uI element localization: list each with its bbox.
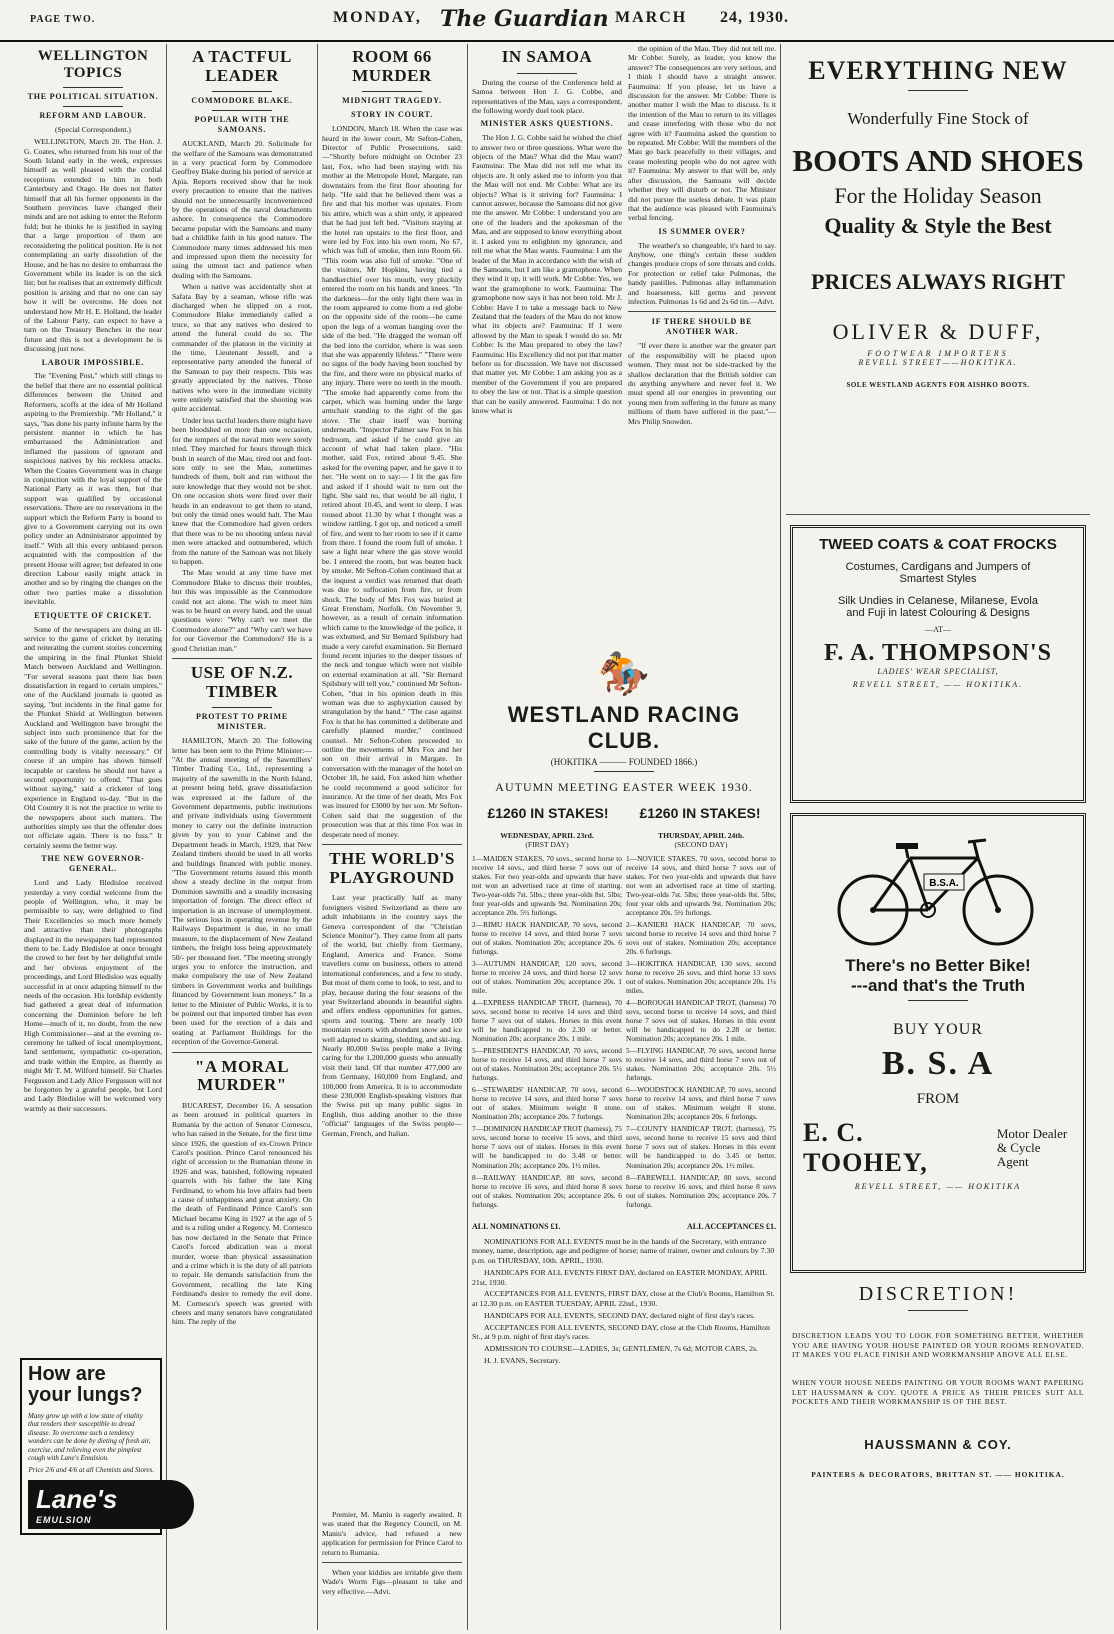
article-subhead: LABOUR IMPOSSIBLE. (41, 357, 145, 367)
day1-heading: WEDNESDAY, APRIL 23rd. (500, 831, 594, 840)
dealer-type-line2: & Cycle Agent (996, 1139, 1041, 1170)
divider (63, 87, 123, 88)
article-continuation (322, 1510, 462, 1598)
article-paragraph: WELLINGTON, March 20. The Hon. J. G. Coates, who returned from his tour of the South Island early in the week, expresses himself as well pleased with the cordial receptions extended to him in both Canterbury and Otago. He does not flatter himself that all his former opponents in the Southern provinces have changed their minds and are not asking to enter the Reform fold; but he thinks he is justified in saying that a large proportion of them are reconsidering the political position. He is not contemplating an early dissolution of the House, and he has no desire to embarrass the Government while its leader is on the sick list; but he realises that an extremely difficult position is arising and that no one can say how it will be overcome. He does not understand how Mr H. E. Holland, the leader of the Labour Party, can expect to have a turn on the Treasury Benches in the near future and this is not a development he is discussing just now. (24, 137, 162, 354)
newspaper-title: The Guardian (440, 6, 609, 32)
article-subhead: PROTEST TO PRIME MINISTER. (196, 712, 288, 732)
column-rule (780, 44, 781, 1630)
article-paragraph: Some of the newspapers are doing an ill-service to the game of cricket by iterating and reiterating the current stories concerning the umpiring in the final Plunket Shield Match between Auckland and Wellington. "For several seasons past there has been dissatisfaction in regard to certain umpires," one of the Auckland journals is quoted as saying, "but incidents in the final game for the Plunket Shield at Wellington between Auckland and Wellington have brought the subject into such prominence that for the sake of the future of the game, action by the controlling body is vitally necessary." Of course if an umpire has shown himself incapable or careless he should not have a second opportunity to offend. "That goes without saying," said a cricketer of long experience in England to-day. "But in the Old Country it is not the practice to write to the newspapers about such matters. The authorities simply see that the offender does not officiate again. There is no fuss." It certainly seems the better way. (24, 624, 162, 850)
divider (172, 1052, 312, 1053)
ad-text: BUY YOUR (893, 1021, 983, 1038)
race-event: 1—MAIDEN STAKES, 70 sovs., second horse to receive 14 sovs., and third horse 7 sovs out of stakes. For two year-olds and upwards that have not won an advertised race at time of starting. Two-year-olds 7st. 5lbs.; three year-olds 8st. 5lbs; four year-olds and upwards 9st. Nomination 20s; acceptance 20s. 5½ furlongs. (472, 853, 622, 917)
race-event: 1—NOVICE STAKES, 70 sovs, second horse to receive 14 sovs, and third horse 7 sovs out of stakes. For two year-olds and upwards that have not won an advertised race at time of starting. Two-year-olds 7st. 5lbs; three year-olds 8st. 5lbs; four year olds and upwards 9st. Nomination 20s; acceptance 20s. 5½ furlongs. (626, 853, 776, 917)
masthead-month: MARCH (615, 9, 688, 26)
ad-address: REVELL STREET, —— HOKITIKA (854, 1182, 1022, 1191)
divider (517, 73, 577, 74)
dealer-type-line1: Motor Dealer (996, 1125, 1068, 1141)
ad-company: E. C. TOOHEY, (803, 1118, 928, 1177)
race-note: ACCEPTANCES FOR ALL EVENTS, FIRST DAY, close at the Club's Rooms, Hamilton St. at 12.30 p.m. on EASTER TUESDAY, APRIL 22nd., 1930. (472, 1289, 775, 1309)
divider (362, 91, 422, 92)
column-rule (166, 44, 167, 1630)
byline: (Special Correspondent.) (55, 124, 131, 134)
ad-company: HAUSSMANN & COY. (864, 1436, 1012, 1452)
article-title: USE OF N.Z. TIMBER (190, 663, 294, 701)
ad-headline: How are your lungs? (28, 1363, 143, 1406)
article-paragraph: Under less tactful leaders there might have been bloodshed on more than one occasion, for the tempers of the naval men were sorely tried. They marched for hours through thick bush in search of the Mau, tired out and foot-sore only to see the Mau, sometimes hundreds of them, bolt and run without the sure knowledge that they would not be shot. On one occasion shots were fired over their heads in an endeavour to get them to stand, but only the timid ones would halt. The Mau knew that the Commodore had given orders that there was to be no shooting unless naval men were attacked and outnumbered, which from the nature of the Samoan was not likely to happen. (172, 415, 312, 566)
article-paragraph: "If ever there is another war the greater part of the responsibility will be placed upon women. They must not be side-tracked by the shallow declaration that the British soldier can do anything anywhere and never feel it. We must spend all our energies in preventing our young men from suffering in the future as many millions of them have suffered in the past."—Mrs Philip Snowden. (628, 341, 776, 426)
race-event: 2—KANIERI HACK HANDICAP, 70 sovs, second horse to receive 14 sovs and third horse 7 sovs out of stakes. Nomination 20s; acceptance 20s. 6 furlongs. (626, 919, 776, 956)
race-event: 4—BOROUGH HANDICAP TROT, (harness) 70 sovs, second horse to receive 14 sovs, and third horse 7 sovs out of stakes. Horses in this event will be handicapped to do 2.28 or better. Nomination 20s; acceptance 20s. 1 mile. (626, 997, 776, 1044)
dealer-type (997, 1127, 1073, 1170)
ad-text: and Fuji in latest Colouring & Designs (846, 607, 1030, 619)
ad-text: —AT— (925, 625, 951, 634)
bicycle-icon (828, 828, 1048, 948)
article-paragraph: the opinion of the Mau. They did not tell me. Mr Cobbe: Surely, as leader, you know the answer? The consequences are very serious, and I think I should have a straight answer. Faumuina: If you please, let us have a discussion for the answer. Mr Cobbe: There is another matter I wish the Mau to discuss. Is it the intention of the Mau to return to its villages and cease interfering with those who do not agree with it? Faumuina asked the question to be repeated. Mr Cobbe: Will the members of the Mau go back peacefully to their villages, and cease molesting people who do not agree with it? Faumuina: My answer to that will be, only after discussion, the Samoans will decide whether they will disturb or not. The Minister did not pursue the useless debate. It was plain that the audience was pleased with Faumuina's verbal fencing. (628, 44, 776, 223)
article-paragraph: BUCAREST, December 16. A sensation as been aroused in political quarters in Rumania by the action of Senator Cornescu, who has raised in the Senate, for the first time since 1926, the question of ex-Crown Prince Carol's position. Prince Carol renounced his right of accession to the Rumanian throne in 1926 and was, banished, following repeated quarrels with his father the late King Ferdinand, to whom his love affairs had been a cause of unhappiness and great anxiety. On the death of Ferdinand Prince Carol's son Michael became King in 1927 at the age of 5 and is a ruling under a Regency. M. Cornescu has now declared in the Senate that Prince Carol's forced abdication was a moral murder, worse than physical assassination and a crime which it is the duty of all patriots to repair. He demands satisfaction from the Government, recalling the late King Ferdinand's desire to remedy the evil done. M. Cornescu's speech was greeted with cheers and many senators have congratulated him. The reply of the (172, 1101, 312, 1327)
article-paragraph: The Hon J. G. Cobbe said he wished the chief to answer two or three questions. What were the objects of the Mau? What did the Mau want? Faumuina: The Mau did not tell me what its objects are. It only asked me to inform you that the Mau will not end. Mr Cobbe: What are its objects? What is it striving for? Faumuina: I cannot answer, because the Samoans did not give me the answer. Mr Cobbe: I understand you are one of the leaders and the spokesman of the Mau, and are supposed to know everything about it. I asked you to enlighten my ignorance, and tell me what the Mau wants. Faumuina: I am the leader of the Mau in accordance with the wish of the Samoans, but I am like a gramophone. When they wind it up, it will work. Mr Cobbe: Yes, we want the gramophone to work. Faumuina: The gramophone now says it has not been told. Mr J. Cobbe: Have I to take a message back to New Zealand that the leaders of the Mau do not know what its objects are? Faumuina: If I were allowed by the Man to speak I would do so. Mr Cobbe: Is the Mau prepared to obey the law? Faumuina: His Excellency did not put that matter before us for discussion. We have not discussed that matter yet. Mr Cobbe: I am asking you as a member of the Government if you are prepared to obey the law or not. That is a simple question that can be easily answered. Faumuina: I do not know what is (472, 133, 622, 415)
divider (322, 1562, 462, 1563)
divider (212, 707, 272, 708)
ad-brand: B. S. A (881, 1045, 995, 1082)
ad-company: F. A. THOMPSON'S (823, 640, 1053, 666)
article-paragraph: LONDON, March 18. When the case was heard in the lower court, Mr Sefton-Cohen, Director of Public Prosecutions, said:—"Shortly before midnight on October 23 last, Fox, who had been staying with his mother at the Metropole Hotel, Margate, ran downstairs from the first floor shouting for help. "He said that he believed there was a fire and that his mother was upstairs. From his attire, which was a shirt only, it appeared that he had just left bed. "Visitors staying at the hotel ran upstairs to the first floor, and were led by Fox into his own room, No 67, which was full of smoke, then into Room 66. "This room was also full of smoke. "One of the visitors, Mr Hopkins, having tied a handkerchief over his mouth, very pluckily entered the room on his hands and knees. "In the darkness—for the only light there was in the room appeared to come from a red globe on the opposite side of the room—he came upon the legs of a woman hanging over the side of the bed. "He dragged the woman off the bed into the corridor, where is was seen that she was apparently lifeless." "There were no signs of the body having been touched by the fire, and there were no physical marks of any injury. There were no teeth in the mouth. "The smoke had apparently come from the carpet, which was burning under the large armchair standing to the right of the gas stove. The chair itself was burning underneath. "Inspector Palmer saw Fox in his bedroom, and asked if he could give an account of what had taken place. "His mother, said Fox, retired about 9.45. She asked for the evening paper, and he gave it to her. "He went on to say:— I lit the gas fire and asked if I should wait to turn out the light. She said no, that would be all right, I retired about 10.45, and went to sleep. I was roused about 11.30 by what I thought was a window rattling. I got up, and noticed a smell of fire, and went to her room to see if it came from there. I found the room full of smoke. I saw a light near where the gas stove would be. I entered the room, but was beaten back by smoke. Mr Sefton-Cohen continued that at the inquest a verdict was returned that death was due to suffocation from fire, or from shock. The body of Mrs Fox was buried at Great Frensham, Norfolk. On November 9, however, as a result of certain information which came to the knowledge of the police, it was exhumed, and Sir Bernard Spilsbury had made a very careful examination. Sir Bernard found recent injuries to the deeper tissues of the neck and tongue which were not visible on external examination at all. "Sir Bernard Spilsbury will tell you," continued Mr Sefton-Cohen, "that in his opinion death in this woman was due to asphyxiation caused by strangulation by the hand." "The case against Fox is that he has committed a deliberate and carefully planned murder," continued counsel. Mr Sefton-Cohen proceeded to outline the movements of Mrs Fox and her son on their arrival in Margate. In conversation with the manager of the hotel on October 18, he said, Fox asked him whether he could recommend a good solicitor for insurance. At the time of her death, Mrs Fox was insured for £3000 by her son. Mr Sefton-Cohen said that the suggestion of the prosecution was that at this time Fox was in desperate need of money. (322, 124, 462, 839)
day2-events (626, 831, 776, 1212)
race-event: 3—AUTUMN HANDICAP, 120 sovs, second horse to receive 24 sovs, and third horse 12 sovs out of stakes. Nomination 20s; acceptance 20s. 1 mile. (472, 958, 622, 995)
race-note: NOMINATIONS FOR ALL EVENTS must be in the hands of the Secretary, with entrance money, name, description, age and pedigree of horse; name of trainer, owner and colours by 7.30 p.m. on THURSDAY, 10th. APRIL, 1930. (472, 1236, 775, 1266)
ad-headline: BOOTS AND SHOES (792, 143, 1084, 178)
divider (908, 90, 968, 91)
brand-logo (28, 1480, 194, 1529)
article-subhead: POPULAR WITH THE SAMOANS. (194, 115, 290, 135)
race-event: 5—FLYING HANDICAP, 70 sovs, second horse to receive 14 sovs, and third horse 7 sovs out of stakes. Nomination 20s; acceptance 20s. 5½ furlongs. (626, 1046, 776, 1083)
article-subhead: IS SUMMER OVER? (658, 226, 746, 236)
ad-address: REVELL STREET, —— HOKITIKA. (852, 680, 1024, 689)
ad-price: Price 2/6 and 4/6 at all Chemists and Stores. (28, 1466, 154, 1475)
ad-text: For the Holiday Season (834, 183, 1042, 208)
stakes-left: £1260 IN STAKES! (487, 805, 609, 821)
advert-paragraph: When your kiddies are irritable give them Wade's Worm Figs—pleasant to take and very effective.—Advt. (322, 1568, 462, 1596)
race-event: 3—HOKITIKA HANDICAP, 130 sovs, second horse to receive 26 sovs, and third horse 13 sovs out of stakes. Nomination 20s; acceptance 20s. 1¼ miles. (626, 958, 776, 995)
right-ads-column (786, 44, 1090, 1630)
article-title: WELLINGTON TOPICS (37, 48, 149, 81)
ad-text: Quality & Style the Best (824, 213, 1052, 238)
article-paragraph: The Mau would at any time have met Commodore Blake to discuss their troubles, but this was impossible as the Commodore could not act alone. The wish to meet him was to be heard on every hand, and the usual questions were: "Why can't we meet the Commodore alone?" and "Why can't we have for our Governor the Commodore? He is a good Christian man." (172, 568, 312, 653)
article-subhead: COMMODORE BLAKE. (191, 96, 293, 106)
masthead-day: MONDAY, (333, 9, 422, 26)
column-in-samoa (472, 44, 622, 644)
racing-meeting: AUTUMN MEETING EASTER WEEK 1930. (495, 780, 753, 794)
column-in-samoa-cont (628, 44, 776, 644)
column-rule (317, 44, 318, 1630)
divider (322, 844, 462, 845)
ad-headline: EVERYTHING NEW (808, 56, 1068, 85)
divider (908, 1000, 968, 1001)
divider (908, 1310, 968, 1311)
race-note: H. J. EVANS, Secretary. (484, 1355, 561, 1365)
racehorse-icon: 🏇 (597, 652, 651, 698)
article-title: IN SAMOA (501, 47, 593, 66)
ad-text: Silk Undies in Celanese, Milanese, Evola (838, 595, 1038, 607)
ad-body: Many grow up with a low state of vitality that renders their susceptible to dread disease. To overcome such a tendency wonders can be done by dieting of fresh air, exercise, and relieving even the pimplest cough with Lane's Emulsion. (28, 1412, 151, 1462)
article-title: ROOM 66 MURDER (352, 47, 432, 85)
race-event: 2—RIMU HACK HANDICAP, 70 sovs, second horse to receive 14 sovs, and third horse 7 sovs out of stakes. Nomination 20s; acceptance 20s. 6 furlongs. (472, 919, 622, 956)
divider (172, 658, 312, 659)
masthead-date: 24, 1930. (720, 9, 789, 26)
ad-text: FROM (916, 1091, 960, 1107)
article-paragraph: Last year practically half as many foreigners visited Switzerland as there are adult inhabitants in the country says the Geneva correspondent of the "Christian Science Monitor"). They came from all parts of the world, but chiefly from Germany, England, America and France. Some travellers come on business, others to attend international conferences, and a few to study. But most of them come to look, to rest, and to play, because during the four seasons of the year Switzerland abounds in beautiful sights and offers endless opportunities for games, sports and touring. There are nearly 100 mountain resorts with abundant snow and ice well adapted to skating, sledding, and ski-ing. Nearly 80,000 Swiss people make a living caring for the 1,200,000 guests who annually visit their land. Of that number 477,000 are from Germany, 160,000 from England, and 100,000 from America. It is to accommodate these 230,000 English-speaking visitors that the Swiss put up many public signs in English, thus adding another to the three "official" languages of the Swiss people—German, French, and Italian. (322, 893, 462, 1138)
ad-haussmann (786, 1283, 1090, 1630)
race-event: 4—EXPRESS HANDICAP TROT, (harness), 70 sovs, second horse to receive 14 sovs and third horse 7 sovs out of stakes. Horses in this event will be handicapped to do 2.30 or better. Nomination 20s; acceptance 20s. 1 mile. (472, 997, 622, 1044)
column-room-66-murder (322, 44, 462, 1630)
article-paragraph: When a native was accidentally shot at Safata Bay by a seaman, whose rifle was discharged when he slipped on a root, Commodore Blake immediately called a truce, so that any natives who desired to attend the funeral could do so. The commander of the platoon in the vicinity at the time, Lieutenant Jessell, and a representative party attended the funeral of the Samoan to pay their respects. This was greatly appreciated by the natives. Those natives who were in the immediate vicinity were entirely satisfied that the shooting was quite accidental. (172, 282, 312, 414)
divider (212, 110, 272, 111)
article-title: A TACTFUL LEADER (192, 47, 292, 85)
article-subhead: ETIQUETTE OF CRICKET. (34, 610, 152, 620)
stakes-right: £1260 IN STAKES! (639, 805, 761, 821)
ad-headline: PRICES ALWAYS RIGHT (811, 269, 1065, 294)
ad-text: Costumes, Cardigans and Jumpers of (845, 561, 1031, 573)
day2-subheading: (SECOND DAY) (674, 840, 728, 850)
article-subhead: MIDNIGHT TRAGEDY. (342, 96, 442, 106)
ad-headline: TWEED COATS & COAT FROCKS (819, 536, 1057, 553)
brand-name: Lane's (36, 1484, 118, 1515)
ad-text: Smartest Styles (899, 573, 977, 585)
bsa-frame-badge: B.S.A. (929, 878, 959, 889)
article-paragraph: HAMILTON, March 20. The following letter has been sent to the Prime Minister:— "At the annual meeting of the Sawmillers' Timber Trading Co., Ltd., representing a majority of the sawmills in the North Island, at present being held, grave dissatisfaction was expressed at the failure of the Government departments, public institutions and private individuals using Government money to carry out the definite instruction given by you to your Cabinet and the Department heads in March, 1929, that New Zealand timbers should be used in all works and buildings financed with public money. "The Government returns issued this month show a steady decline in the output from Dominion sawmills and a steadily increasing importation of foreign. The direct effect of importation is an increase of unemployment. The serious loss in operating revenue by the Railways Department is due, in no small measure, to the displacement of New Zealand timbers, the freight loss being approximately 50/- per thousand feet. "The meeting strongly urges you to enforce the instruction, and make compulsory the use of New Zealand timbers in Government works and buildings financed by Government loan moneys." In a letter to the Minister of Public Works, it is to be pointed out that imported timber has even been used for the erection of a dais and seating at Parliament Buildings for the reception of the Governor-General. (172, 736, 312, 1047)
race-event: 7—COUNTY HANDICAP TROT, (harness), 75 sovs, second horse to receive 15 sovs and third horse 7 sovs out of stakes. Horses in this event will be handicapped to do 3.45 or better. Nomination 20s; acceptance 20s. 1½ miles. (626, 1124, 776, 1170)
ad-text: Wonderfully Fine Stock of (847, 109, 1029, 128)
article-subhead: STORY IN COURT. (351, 110, 433, 120)
ad-address: PAINTERS & DECORATORS, BRITTAN ST. —— HOKITIKA. (811, 1469, 1065, 1479)
article-paragraph: Premier, M. Maniu is eagerly awaited. It was stated that the Regency Council, on M. Maniu's advice, had refused a new application for permission for Prince Carol to return to Rumania. (322, 1510, 462, 1557)
divider (212, 91, 272, 92)
column-rule (467, 44, 468, 1630)
article-title: "A MORAL MURDER" (194, 1056, 290, 1095)
article-subhead: MINISTER ASKS QUESTIONS. (480, 119, 614, 129)
article-paragraph: The "Evening Post," which still clings to the belief that there are no essential political differences between the United and Reformers, scoffs at the idea of Mr Holland aspiring to the Premiership. "Mr Holland," it says, "has done his party infinite harm by the persistent manner in which he has embarrassed the Administration and inflamed the passions of ignorant and suspicious natives by his reckless attacks. When the Coates Government was in charge in conjunction with the loyal support of the National Party as it was then, but that support was qualified by occasional reservations. There are no reservations in the support which the Reform Party is bound to give to a Government carrying out its own policy under an Administrator appointed by itself." With all this every unbiased person acquainted with the composition of the present House will agree; but defeated in one direction Labour easily might attack in another and so by ringing the changes on the other two parties make a dissolution inevitable. (24, 371, 162, 607)
ad-headline: There's no Better Bike! (845, 956, 1031, 975)
dealer-block (803, 1118, 1073, 1178)
racing-club-title: WESTLAND RACING CLUB. (507, 702, 741, 753)
ad-headline: DISCRETION! (858, 1283, 1018, 1305)
ad-oliver-duff (786, 56, 1090, 515)
race-programme (472, 831, 776, 1212)
ad-text: WHEN YOUR HOUSE NEEDS PAINTING OR YOUR ROOMS WANT PAPERING LET HAUSSMANN & COY. QUOTE A PRICE AS THEIR PRICES SUIT ALL POCKETS AND THEIR WORKMANSHIP IS OF THE BEST. (792, 1377, 1084, 1407)
ad-westland-racing-club (472, 648, 776, 1628)
day1-subheading: (FIRST DAY) (525, 840, 569, 850)
masthead (0, 0, 1114, 42)
brand-subname: EMULSION (36, 1515, 92, 1526)
nominations-fee: ALL NOMINATIONS £1. (472, 1221, 561, 1231)
ad-agents: SOLE WESTLAND AGENTS FOR AISHKO BOOTS. (846, 381, 1030, 389)
divider (628, 311, 776, 312)
article-subhead: REFORM AND LABOUR. (39, 110, 147, 120)
article-title: THE WORLD'S PLAYGROUND (329, 849, 455, 887)
racing-founded: (HOKITIKA ——— FOUNDED 1866.) (550, 757, 698, 767)
ad-address: REVELL STREET——HOKITIKA. (858, 358, 1018, 367)
race-note: ACCEPTANCES FOR ALL EVENTS, SECOND DAY, close at the Club Rooms, Hamilton St., at 9 p.m. night of first day's races. (472, 1322, 770, 1342)
article-paragraph: The weather's so changeable, it's hard to say. Anyhow, one thing's certain these sudden changes produce crops of sore throats and colds. For protection or relief take Pulmonas, the handy pastilles. Pulmonas allay inflammation and hoarseness, kill germs and prevent infection. Pulmonas 1s 6d and 2s 6d tin.—Advt. (628, 240, 776, 307)
race-note: ADMISSION TO COURSE—LADIES, 3s; GENTLEMEN, 7s 6d; MOTOR CARS, 2s. (484, 1344, 758, 1353)
article-paragraph: During the course of the Conference held at Samoa between Hon J. G. Cobbe, and representatives of the Mau, says a correspondent, the following wordy duel took place. (472, 77, 622, 115)
divider (63, 106, 123, 107)
race-event: 6—STEWARDS' HANDICAP, 70 sovs, second horse to receive 14 sovs, and third horse 7 sovs out of stakes. Minimum weight 8 stone. Nomination 20s; acceptance 20s. 7 furlongs. (472, 1085, 622, 1122)
race-event: 8—FAREWELL HANDICAP, 80 sovs, second horse to receive 16 sovs, and third horse 8 sovs out of stakes. Nomination 20s; acceptance 20s. 7 furlongs. (626, 1172, 776, 1209)
article-subhead: THE NEW GOVERNOR-GENERAL. (41, 854, 145, 874)
race-event: 6—WOODSTOCK HANDICAP, 70 sovs, second horse to receive 14 sovs, and third horse 7 sovs out of stakes. Minimum weight 8 stone. Nomination 20s; acceptance 20s. 6 furlongs. (626, 1085, 776, 1122)
race-note: HANDICAPS FOR ALL EVENTS FIRST DAY, declared on EASTER MONDAY, APRIL 21st, 1930. (472, 1267, 767, 1287)
race-fees (472, 1222, 776, 1231)
ad-company-type: LADIES' WEAR SPECIALIST, (877, 667, 999, 676)
ad-text: DISCRETION LEADS YOU TO LOOK FOR SOMETHING BETTER, WHETHER YOU ARE HAVING YOUR HOUSE PAINTED OR YOUR ROOMS RENOVATED. IT MAKES YOU PLACE FINISH AND WORKMANSHIP ABOVE ALL ELSE. (792, 1331, 1084, 1360)
stakes-banner (472, 805, 776, 821)
ad-company-type: FOOTWEAR IMPORTERS (867, 349, 1009, 358)
ad-company: OLIVER & DUFF, (832, 319, 1044, 344)
article-paragraph: Lord and Lady Bledisloe received yesterday a very cordial welcome from the people of Wellington, who, it may be permissible to say, were delighted to find Their Excellencies so much more homely and attractive than their photographs displayed in the newspapers had represented them to be. Lady Bledisloe at once brought the crowd to her feet by her delightful smile and her obvious enjoyment of the proceedings, and Lord Bledisloo was equally successful in at once adapting himself to the needs of the occasion. His lordship evidently had gathered a great deal of information concerning the Dominion before he left Home—much of it, no doubt, from the new High Commissioner—and at the evening re-ceremony he talked of local unemployment, land settlement, sympathetic co-operation, and trade within the Empire, as fluently as might Mr T. M. Wilford himself. Sir Charles Fergusson and Lady Alice Fergusson will not be forgotten by a grateful people, but Lord and Lady Bledisloe will be welcomed very warmly as their successors. (24, 878, 162, 1113)
day2-heading: THURSDAY, APRIL 24th. (658, 831, 744, 840)
ad-lanes-emulsion (20, 1350, 162, 1535)
article-paragraph: AUCKLAND, March 20. Solicitude for the welfare of the Samoans was demonstrated in a very practical form by Commodore Geoffrey Blake during his period of service at Apia. Reports received show that he took every precaution to ensure that the natives should not be unnecessarily inconvenienced by the operations of the naval detachments ashore. In consequence the Commodore became popular with the Samoans and many had a childlike faith in his good nature. The Commodore many times addressed his men and impressed upon them the necessity for using the utmost tact and patience when dealing with the Samoans. (172, 139, 312, 280)
column-tactful-leader (172, 44, 312, 1630)
race-notes (472, 1237, 776, 1366)
race-event: 7—DOMINION HANDICAP TROT (harness), 75 sovs, second horse to receive 15 sovs, and third horse 7 sovs out of stakes. Horses in this event will be handicapped to do 3.48 or better. Nomination 20s; acceptance 20s. 1½ miles. (472, 1124, 622, 1170)
day1-events (472, 831, 622, 1212)
article-subhead: IF THERE SHOULD BE ANOTHER WAR. (651, 317, 753, 337)
ad-bsa-bicycle (790, 813, 1086, 1273)
race-event: 5—PRESIDENT'S HANDICAP, 70 sovs, second horse to receive 14 sovs, and third horse 7 sovs out of stakes. Nomination 20s; acceptance 20s. 5½ furlongs. (472, 1046, 622, 1083)
divider (594, 771, 654, 772)
ad-thompsons (790, 525, 1086, 803)
race-event: 8—RAILWAY HANDICAP, 80 sovs, second horse to receive 16 sovs, and third horse 8 sovs out of stakes. Nomination 20s; acceptance 20s. 6 furlongs. (472, 1172, 622, 1209)
article-subhead: THE POLITICAL SITUATION. (27, 92, 159, 101)
acceptances-fee: ALL ACCEPTANCES £1. (687, 1221, 776, 1231)
ad-headline: ---and that's the Truth (850, 976, 1026, 995)
race-note: HANDICAPS FOR ALL EVENTS, SECOND DAY, declared night of first day's races. (484, 1310, 755, 1320)
page-number: PAGE TWO. (30, 14, 96, 25)
ad-box (20, 1358, 162, 1535)
